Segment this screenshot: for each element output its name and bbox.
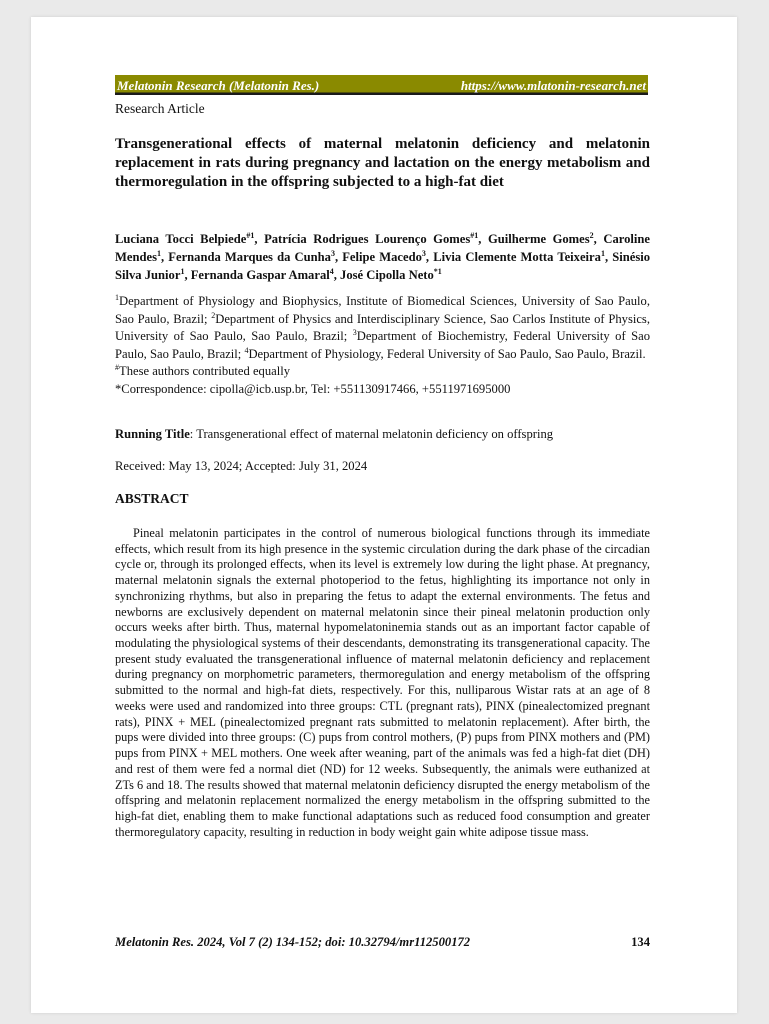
- journal-name: Melatonin Research (Melatonin Res.): [117, 77, 320, 93]
- author-name: Sinésio Silva Junior: [115, 250, 651, 282]
- author-affiliation-mark: #1: [470, 230, 479, 240]
- author-affiliation-mark: 3: [421, 248, 426, 258]
- journal-url[interactable]: https://www.mlatonin-research.net: [460, 77, 646, 93]
- correspondence: *Correspondence: cipolla@icb.usp.br, Tel: +551130917466, +5511971695000: [115, 381, 511, 396]
- author-separator: ,: [254, 232, 265, 246]
- author-separator: ,: [604, 250, 613, 264]
- author-separator: ,: [334, 250, 343, 264]
- citation-doi: Melatonin Res. 2024, Vol 7 (2) 134-152; doi: 10.32794/mr112500172: [115, 935, 471, 949]
- author-separator: ,: [184, 268, 191, 282]
- journal-header-bar: [115, 75, 648, 95]
- affiliation-text: Department of Physiology, Federal University of Sao Paulo, Sao Paulo, Brazil.: [248, 346, 646, 361]
- author-name: José Cipolla Neto: [340, 268, 434, 282]
- affiliation-number: 3: [352, 328, 357, 337]
- author-name: Guilherme Gomes: [487, 232, 590, 246]
- author-affiliation-mark: *1: [433, 266, 442, 276]
- author-name: Felipe Macedo: [342, 250, 422, 264]
- author-name: Fernanda Gaspar Amaral: [190, 268, 330, 282]
- author-separator: ,: [478, 232, 488, 246]
- author-name: Livia Clemente Motta Teixeira: [433, 250, 601, 264]
- paper-page: [31, 17, 737, 1013]
- author-name: Fernanda Marques da Cunha: [168, 250, 331, 264]
- affiliation-number: 1: [115, 292, 119, 302]
- author-name: Caroline Mendes: [115, 232, 651, 264]
- author-affiliation-mark: 1: [156, 248, 161, 258]
- article-type: Research Article: [115, 101, 205, 116]
- page-number: 134: [631, 935, 650, 949]
- running-title: [115, 427, 553, 442]
- abstract-text: Pineal melatonin participates in the control of numerous biological functions through its immediate effects, which result from its high presence in the systemic circulation during the dark phase of the circadian cycle or, through its prolonged effects, when its level is extremely low during the light phase. At pregnancy, maternal melatonin signals the external photoperiod to the fetus, highlighting its importance not only in synchronizing rhythms, but also in preparing the fetus to adapt the external environments. The fetus and newborns are exclusively dependent on maternal melatonin since their pineal melatonin production only occurs weeks after birth. Thus, maternal hypomelatoninemia stands out as an important factor capable of modulating the physiological systems of their descendants, demonstrating its transgenerational capacity. The present study evaluated the transgenerational influence of maternal melatonin deficiency and replacement during pregnancy on morphometric parameters, thermoregulation and energy metabolism of the offspring submitted to the normal and high-fat diets, respectively. For this, nulliparous Wistar rats at an age of 8 weeks were used and randomized into three groups: CTL (pregnant rats), PINX (pinealectomized pregnant rats), PINX + MEL (pinealectomized pregnant rats submitted to melatonin replacement). After birth, the pups were divided into three groups: (C) pups from control mothers, (P) pups from PINX mothers and (PM) pups from PINX + MEL mothers. One week after weaning, part of the animals was fed a high-fat diet (DH) and rest of them were fed a normal diet (ND) for 12 weeks. Subsequently, the animals were euthanized at ZTs 6 and 18. The results showed that maternal melatonin deficiency disrupted the energy metabolism of the offspring and melatonin replacement normalized the energy metabolism in the offspring submitted to the high-fat diet, enabling them to make functional adaptations such as reduced food consumption and greater thermoregulatory capacity, resulting in reduction in body weight gain white adipose tissue mass.: [115, 526, 650, 839]
- affiliation-text: Department of Biochemistry, Federal University of Sao Paulo, Sao Paulo, Brazil;: [115, 329, 651, 361]
- equal-contribution-note: [115, 363, 650, 381]
- affiliation-number: 4: [244, 345, 249, 355]
- page-footer: [115, 935, 650, 950]
- author-name: Luciana Tocci Belpiede: [115, 232, 247, 246]
- author-affiliation-mark: 1: [180, 266, 185, 276]
- equal-contribution-mark: #: [115, 363, 119, 373]
- affiliation-number: 2: [211, 310, 216, 320]
- abstract-heading: ABSTRACT: [115, 491, 189, 506]
- author-separator: ,: [425, 250, 434, 264]
- author-affiliation-mark: 1: [600, 248, 605, 258]
- author-affiliation-mark: 2: [589, 230, 594, 240]
- author-separator: ,: [593, 232, 604, 246]
- equal-contribution-text: These authors contributed equally: [119, 364, 291, 379]
- author-name: Patrícia Rodrigues Lourenço Gomes: [264, 232, 471, 246]
- affiliation-text: Department of Physics and Interdisciplinary Science, Sao Carlos Institute of Physics, University of Sao Paulo, Sao Paulo, Brazil;: [115, 311, 650, 344]
- running-title-text: : Transgenerational effect of maternal melatonin deficiency on offspring: [189, 427, 554, 441]
- article-title: Transgenerational effects of maternal melatonin deficiency and melatonin replacement in rats during pregnancy and lactation on the energy metabolism and thermoregulation in the offspring subjected to a high-fat diet: [115, 136, 650, 190]
- received-accepted-dates: Received: May 13, 2024; Accepted: July 31, 2024: [115, 459, 368, 473]
- author-affiliation-mark: #1: [246, 230, 255, 240]
- affiliation-text: Department of Physiology and Biophysics, Institute of Biomedical Sciences, University of Sao Paulo, Sao Paulo, Brazil;: [115, 294, 650, 326]
- running-title-label: Running Title: [115, 427, 190, 441]
- affiliation-list: [115, 294, 650, 361]
- author-separator: ,: [333, 268, 341, 282]
- affiliations-block: [115, 293, 650, 399]
- author-separator: ,: [160, 250, 169, 264]
- author-list: [115, 230, 650, 284]
- author-affiliation-mark: 3: [330, 248, 335, 258]
- author-affiliation-mark: 4: [329, 266, 334, 276]
